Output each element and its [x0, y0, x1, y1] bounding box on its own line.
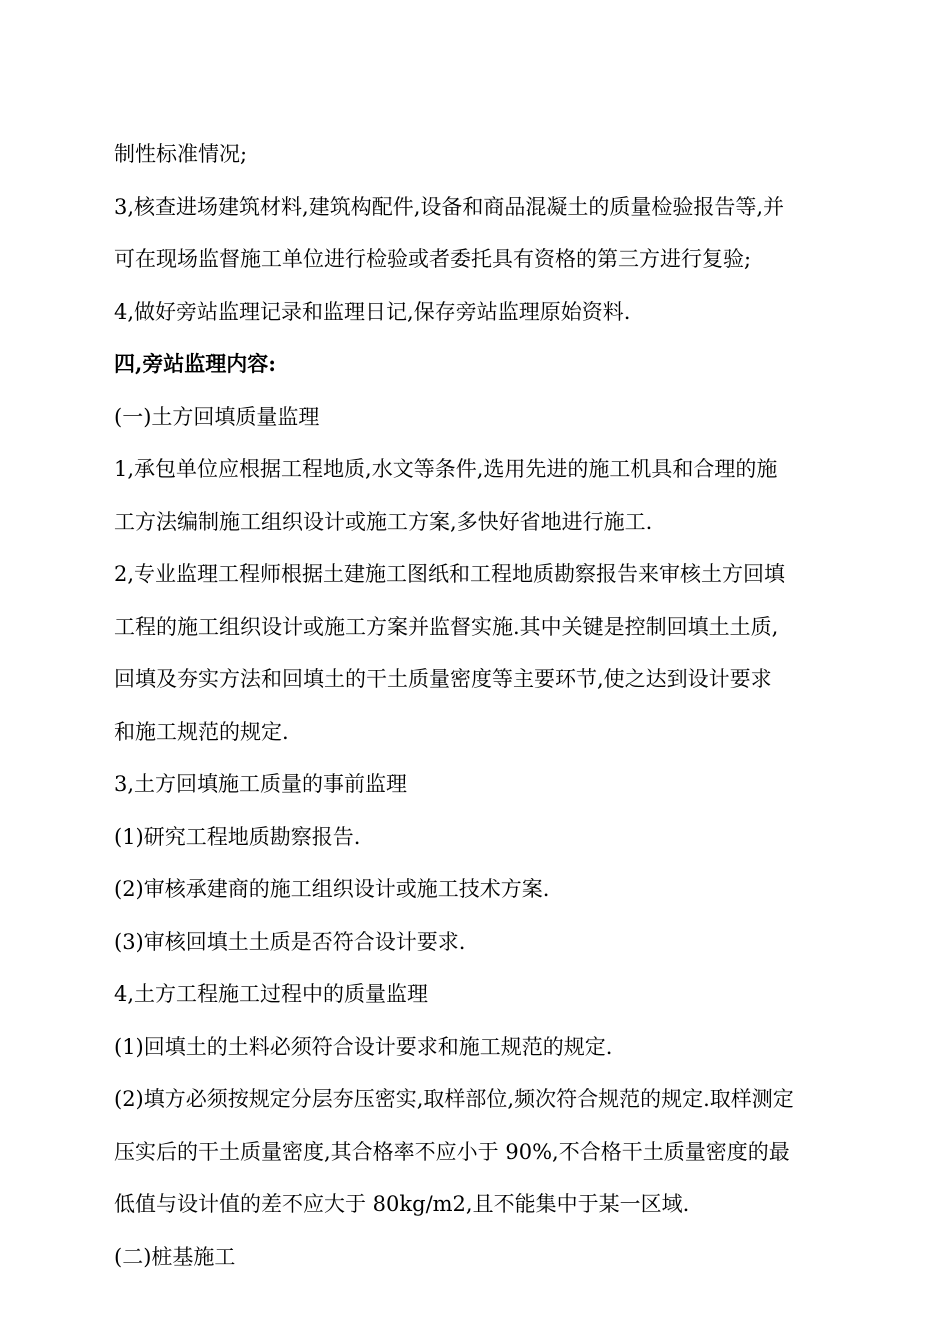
text-line-7: 1,承包单位应根据工程地质,水文等条件,选用先进的施工机具和合理的施	[114, 457, 778, 481]
subsection-heading-2: (二)桩基施工	[114, 1244, 236, 1269]
text-line-12: 和施工规范的规定.	[114, 719, 289, 744]
document-body	[114, 128, 834, 1283]
text-line-4: 4,做好旁站监理记录和监理日记,保存旁站监理原始资料.	[114, 299, 631, 324]
text-line-13: 3,土方回填施工质量的事前监理	[114, 772, 408, 796]
subsection-heading-1: (一)土方回填质量监理	[114, 404, 320, 429]
section-heading: 四,旁站监理内容:	[114, 351, 277, 376]
text-line-1: 制性标准情况;	[114, 142, 248, 166]
text-line-21: 低值与设计值的差不应大于 80kg/m2,且不能集中于某一区域.	[114, 1192, 690, 1216]
text-line-11: 回填及夯实方法和回填土的干土质量密度等主要环节,使之达到设计要求	[114, 667, 772, 691]
text-line-20: 压实后的干土质量密度,其合格率不应小于 90%,不合格干土质量密度的最	[114, 1139, 790, 1164]
text-line-17: 4,土方工程施工过程中的质量监理	[114, 982, 429, 1006]
text-line-3: 可在现场监督施工单位进行检验或者委托具有资格的第三方进行复验;	[114, 247, 752, 271]
text-line-15: (2)审核承建商的施工组织设计或施工技术方案.	[114, 877, 550, 901]
text-line-10: 工程的施工组织设计或施工方案并监督实施.其中关键是控制回填土土质,	[114, 614, 779, 639]
text-line-14: (1)研究工程地质勘察报告.	[114, 824, 361, 849]
text-line-18: (1)回填土的土料必须符合设计要求和施工规范的规定.	[114, 1034, 613, 1059]
text-line-9: 2,专业监理工程师根据土建施工图纸和工程地质勘察报告来审核土方回填	[114, 562, 786, 586]
text-line-19: (2)填方必须按规定分层夯压密实,取样部位,频次符合规范的规定.取样测定	[114, 1087, 794, 1111]
text-line-16: (3)审核回填土土质是否符合设计要求.	[114, 929, 466, 954]
text-line-8: 工方法编制施工组织设计或施工方案,多快好省地进行施工.	[114, 509, 653, 534]
text-line-2: 3,核查进场建筑材料,建筑构配件,设备和商品混凝土的质量检验报告等,并	[114, 194, 785, 219]
